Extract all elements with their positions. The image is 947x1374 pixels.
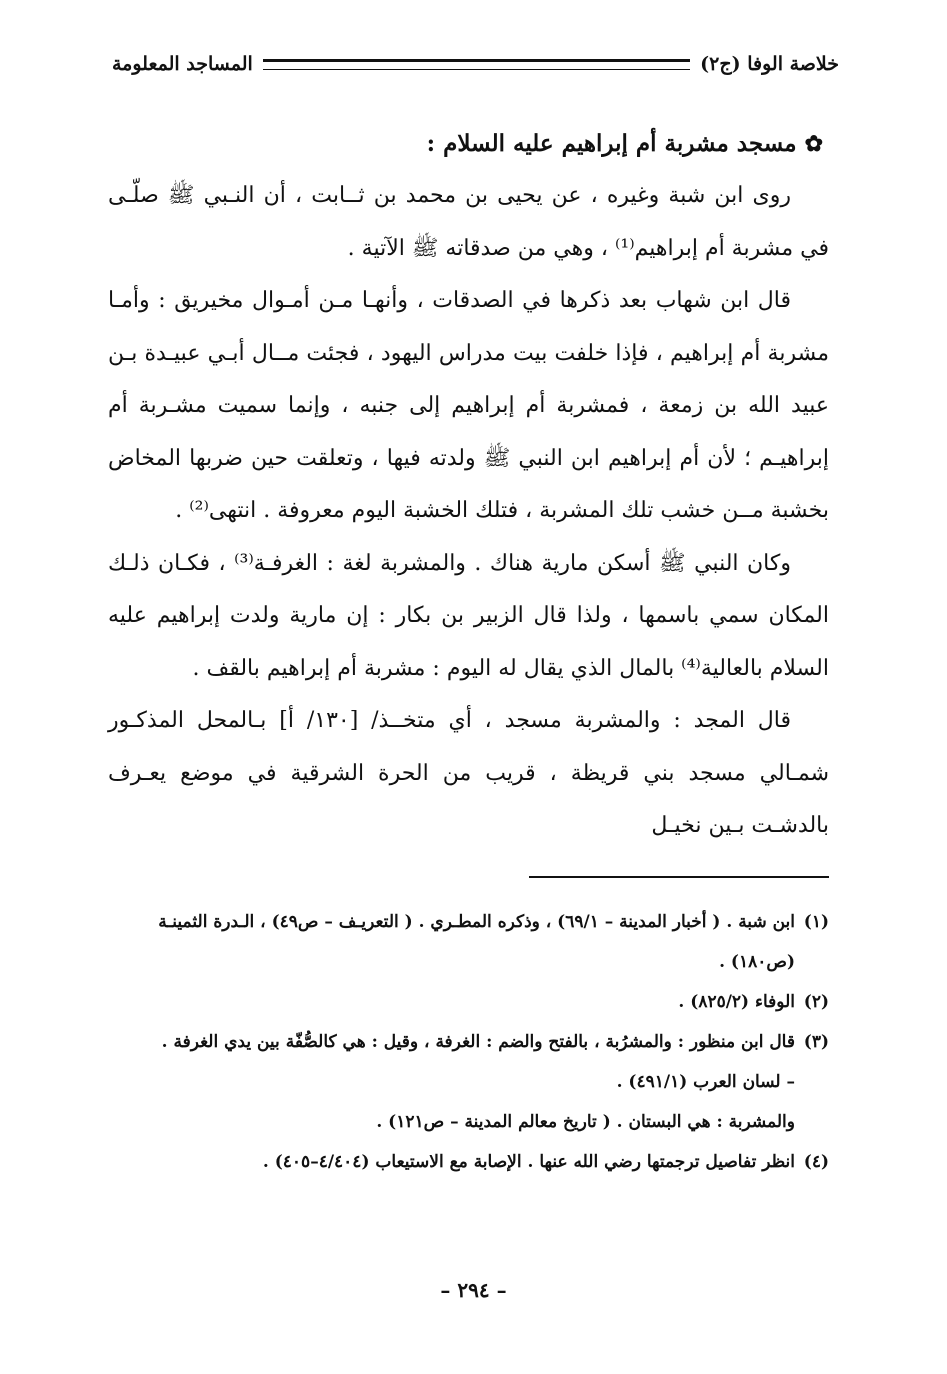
footnote bbox=[108, 902, 829, 982]
section-heading bbox=[108, 118, 829, 170]
footnote-number: (٣) bbox=[803, 1032, 829, 1052]
footnote-continuation: والمشربة : هي البستان . ( تاريخ معالم المدينة – ص١٢١) . bbox=[376, 1112, 795, 1132]
page-number: – ٢٩٤ – bbox=[440, 1278, 507, 1302]
footnote-continuation: – لسان العرب (٤٩١/١) . bbox=[616, 1072, 795, 1092]
footnote-text: الوفاء (٨٢٥/٢) . bbox=[678, 992, 795, 1012]
footnote-number: (٤) bbox=[803, 1152, 829, 1172]
paragraph: وكان النبي ﷺ أسكن مارية هناك . والمشربة لغة : الغرفـة⁽³⁾ ، فكـان ذلـك المكان سمي باسمها ، ولذا قال الزبير بن بكار : إن مارية ولدت إبراهيم عليه السلام بالعالية⁽⁴⁾ بالمال الذي يقال له اليوم : مشربة أم إبراهيم بالقف . bbox=[108, 550, 829, 681]
header-rule bbox=[263, 59, 690, 70]
paragraph: قال المجد : والمشربة مسجد ، أي متخــذ/ [١٣٠/ أ] بـالمحل المذكـور شمـالي مسجد بني قريظة ، قريب من الحرة الشرقية في موضع يعـرف بالدشـت بـين نخيـل bbox=[108, 708, 829, 838]
book-title: خلاصة الوفا (ج٢) bbox=[700, 53, 839, 75]
main-text bbox=[108, 118, 829, 853]
footnote-number: (١) bbox=[803, 912, 829, 932]
running-header bbox=[112, 44, 839, 84]
footnotes bbox=[108, 902, 829, 1182]
footnote-text: انظر تفاصيل ترجمتها رضي الله عنها . الإصابة مع الاستيعاب (٤/٤٠٤–٤٠٥) . bbox=[262, 1152, 795, 1172]
paragraph: قال ابن شهاب بعد ذكرها في الصدقات ، وأنهـا مـن أمـوال مخيريق : وأمـا مشربة أم إبراهيم ، فإذا خلفت بيت مدراس اليهود ، فجئت مــال أبـي عبيـدة بـن عبيد الله بن زمعة ، فمشربة أم إبراهيم إلى جنبه ، وإنما سميت مشـربة أم إبراهيـم ؛ لأن أم إبراهيم ابن النبي ﷺ ولدته فيها ، وتعلقت حين ضربها المخاض بخشبة مــن خشب تلك المشربة ، فتلك الخشبة اليوم معروفة . انتهى⁽²⁾ . bbox=[108, 288, 829, 523]
footnote-separator bbox=[529, 876, 829, 878]
footnote-text: قال ابن منظور : والمشرُبة ، بالفتح والضم : الغرفة ، وقيل : هي كالصُّفّة بين يدي الغرفة . bbox=[161, 1032, 795, 1052]
footnote bbox=[108, 982, 829, 1022]
footnote-text: ابن شبة . ( أخبار المدينة – ٦٩/١) ، وذكره المطـري . ( التعريـف – ص٤٩) ، الـدرة الثمينـة (ص١٨٠) . bbox=[158, 912, 795, 972]
paragraph: روى ابن شبة وغيره ، عن يحيى بن محمد بن ثــابت ، أن النـبي ﷺ صلّـى في مشربة أم إبراهيم⁽¹⁾ ، وهي من صدقاته ﷺ الآتية . bbox=[108, 183, 829, 261]
chapter-title: المساجد المعلومة bbox=[112, 53, 253, 75]
flower-icon: ✿ bbox=[804, 131, 823, 157]
footnote bbox=[108, 1142, 829, 1182]
footnote-number: (٢) bbox=[803, 992, 829, 1012]
footnote bbox=[108, 1022, 829, 1062]
section-title: مسجد مشربة أم إبراهيم عليه السلام : bbox=[426, 130, 797, 157]
